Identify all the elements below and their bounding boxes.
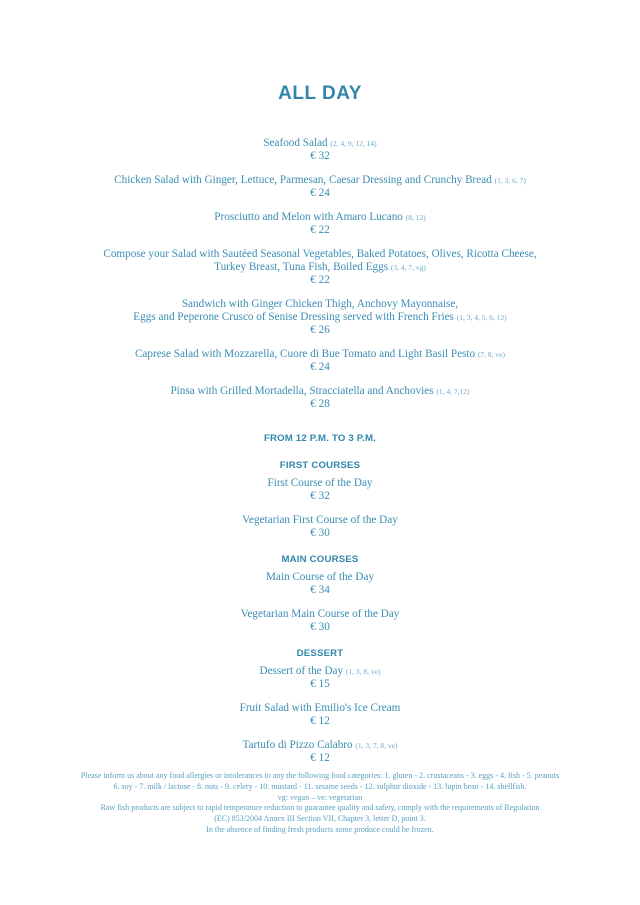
all-day-menu: [0, 137, 640, 776]
item-price: € 34: [310, 584, 330, 596]
note-line: (EC) 853/2004 Annex III Section VII, Chapter 3, letter D, point 3.: [214, 814, 426, 824]
item-name: Dessert of the Day: [259, 665, 344, 677]
menu-item: [0, 385, 640, 411]
main-courses-heading: MAIN COURSES: [281, 554, 359, 565]
item-price: € 32: [310, 490, 330, 502]
item-price: € 12: [310, 752, 330, 764]
note-line: 6. soy - 7. milk / lactose - 8. nuts - 9. celery - 10. mustard - 11. sesame seeds - 12. sulphur dioxide - 13. lupin bean - 14. shellfish.: [113, 781, 527, 791]
item-name: Eggs and Peperone Crusco of Senise Dressing served with French Fries: [133, 311, 454, 323]
menu-item: [0, 298, 640, 337]
menu-item: [0, 248, 640, 287]
item-name-line: [0, 739, 640, 752]
item-name: Turkey Breast, Tuna Fish, Boiled Eggs: [214, 261, 389, 273]
lunch-heading: FROM 12 P.M. TO 3 P.M.: [263, 433, 377, 444]
item-allergens: (1, 3, 7, 8, ve): [355, 741, 398, 750]
item-name: Pinsa with Grilled Mortadella, Stracciatella and Anchovies: [170, 385, 434, 397]
item-allergens: (1, 4, 7,12): [436, 387, 470, 396]
item-name-line: [0, 665, 640, 678]
item-price: € 22: [310, 274, 330, 286]
item-name-line: [0, 385, 640, 398]
menu-item: [0, 137, 640, 163]
item-price: € 24: [310, 361, 330, 373]
item-price: € 30: [310, 527, 330, 539]
item-name-line: [0, 348, 640, 361]
menu-item: [0, 348, 640, 374]
item-allergens: (8, 12): [405, 213, 426, 222]
item-allergens: (3, 4, 7, vg): [390, 263, 426, 272]
menu-item: [0, 211, 640, 237]
item-price: € 28: [310, 398, 330, 410]
note-line: Raw fish products are subject to rapid temperature reduction to guarantee quality and safety, comply with the requirements of Regulation: [100, 803, 540, 813]
item-allergens: (7, 8, ve): [477, 350, 506, 359]
item-name: Tartufo di Pizzo Calabro: [242, 739, 353, 751]
item-name-line: [0, 311, 640, 324]
item-name: Main Course of the Day: [265, 571, 375, 583]
menu-item: [0, 571, 640, 597]
note-line: Please inform us about any food allergies or intolerances to any the following food categories: 1. gluten - 2. crustaceans - 3. eggs - 4. fish - 5. peanuts: [80, 771, 560, 780]
allergen-notes: [0, 771, 640, 836]
menu-item: [0, 608, 640, 634]
first-courses-heading: FIRST COURSES: [279, 460, 361, 471]
item-price: € 32: [310, 150, 330, 162]
item-name-line: [0, 174, 640, 187]
dessert-heading: DESSERT: [296, 648, 344, 659]
item-name: Chicken Salad with Ginger, Lettuce, Parmesan, Caesar Dressing and Crunchy Bread: [114, 174, 492, 186]
menu-item: [0, 514, 640, 540]
item-allergens: (2, 4, 9, 12, 14): [330, 139, 377, 148]
item-name: Vegetarian First Course of the Day: [242, 514, 398, 526]
item-price: € 22: [310, 224, 330, 236]
menu-item: [0, 665, 640, 691]
menu-item: [0, 174, 640, 200]
item-name: Vegetarian Main Course of the Day: [240, 608, 400, 620]
page-title: ALL DAY: [278, 83, 362, 104]
item-name: First Course of the Day: [267, 477, 373, 489]
item-price: € 12: [310, 715, 330, 727]
menu-item: [0, 702, 640, 728]
item-name: Fruit Salad with Emilio's Ice Cream: [239, 702, 401, 714]
item-name: Seafood Salad: [263, 137, 328, 149]
item-allergens: (1, 3, 6, 7): [494, 176, 526, 185]
note-line: vg: vegan – ve: vegetarian: [277, 792, 363, 802]
note-line: In the absence of finding fresh products some produce could be frozen.: [206, 824, 434, 834]
item-name: Caprese Salad with Mozzarella, Cuore di Bue Tomato and Light Basil Pesto: [134, 348, 476, 360]
item-name-first-line: Sandwich with Ginger Chicken Thigh, Anchovy Mayonnaise,: [181, 298, 459, 310]
item-price: € 24: [310, 187, 330, 199]
item-allergens: (1, 3, 8, ve): [345, 667, 381, 676]
item-name-line: [0, 137, 640, 150]
item-price: € 15: [310, 678, 330, 690]
item-price: € 30: [310, 621, 330, 633]
item-name-first-line: Compose your Salad with Sautéed Seasonal Vegetables, Baked Potatoes, Olives, Ricotta Cheese,: [103, 248, 537, 260]
item-price: € 26: [310, 324, 330, 336]
item-name-line: [0, 211, 640, 224]
menu-item: [0, 477, 640, 503]
menu-item: [0, 739, 640, 765]
item-name: Prosciutto and Melon with Amaro Lucano: [214, 211, 403, 223]
item-allergens: (1, 3, 4, 5, 6, 12): [456, 313, 507, 322]
item-name-line: [0, 261, 640, 274]
